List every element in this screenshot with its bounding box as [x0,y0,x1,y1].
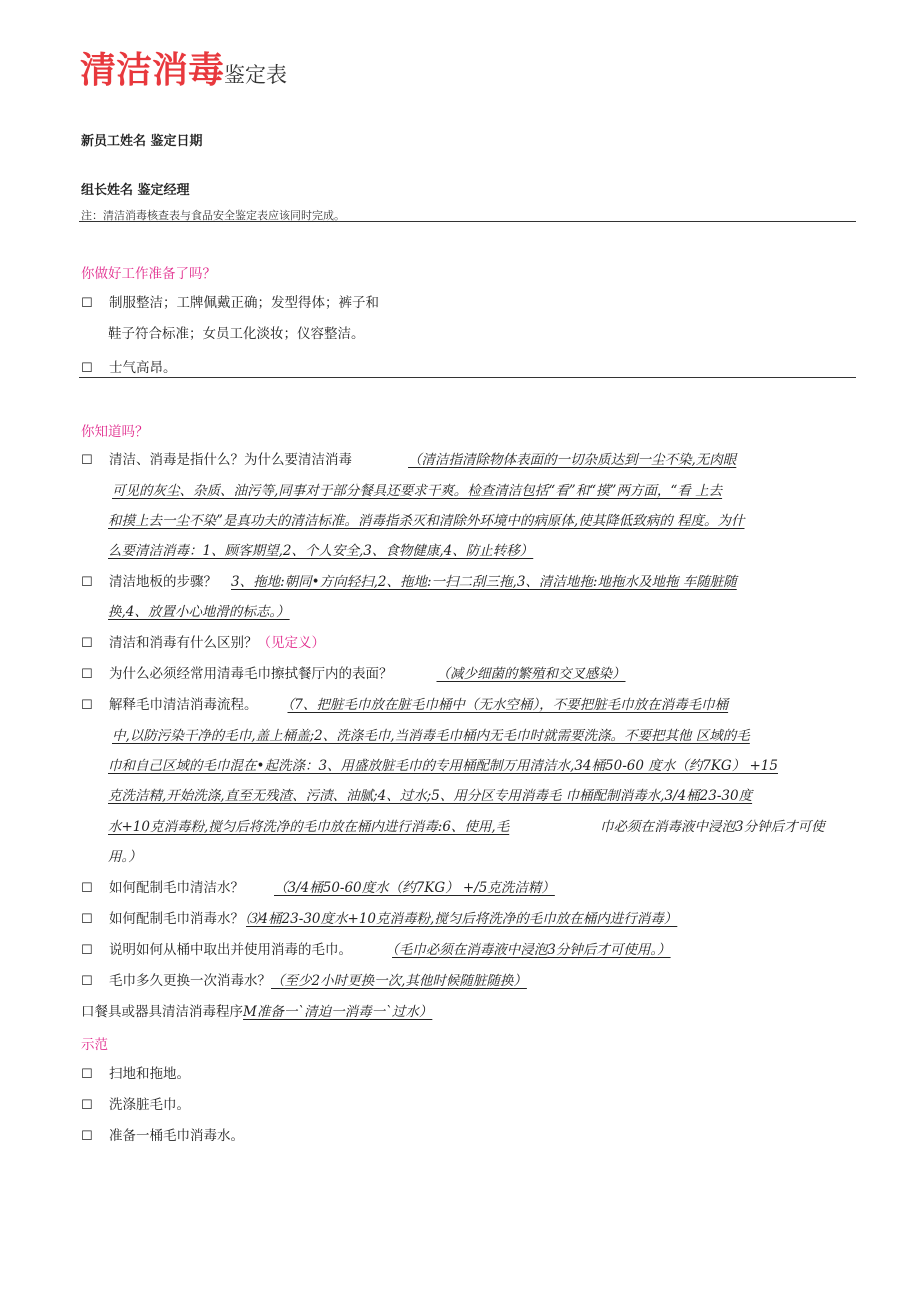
question-item [81,450,736,471]
checkbox-icon[interactable]: ☐ [81,1067,93,1082]
question-text: 毛巾多久更换一次消毒水？ [109,973,271,989]
answer-text: 巾和自己区域的毛巾混在•起洗涤：3、用盛放脏毛巾的专用桶配制万用清洁水,34桶50-60 度水（约7KG） +15 [108,758,778,774]
divider [79,221,856,222]
item-text-continued: 鞋子符合标准；女员工化淡妆；仪容整洁。 [108,326,365,342]
question-text: 为什么必须经常用清毒毛巾擦拭餐厅内的表面？ [109,666,393,682]
divider [79,377,856,378]
question-text: 解释毛巾清洁消毒流程。 [109,697,258,713]
question-text: 清洁和消毒有什么区别？ [109,635,258,651]
answer-text: （毛巾必须在消毒液中浸泡3分钟后才可使用。） [392,942,671,958]
page-title [80,42,287,93]
answer-text: （3/4桶50-60度水（约7KG） +/5克洗洁精） [274,880,555,896]
section-heading-knowledge: 你知道吗？ [81,424,149,440]
checkbox-icon[interactable]: ☐ [81,1129,93,1144]
checkbox-icon[interactable]: ☐ [81,636,93,651]
checkbox-icon[interactable]: ☐ [81,974,93,989]
section-heading-demonstration: 示范 [81,1037,108,1053]
checkbox-icon[interactable]: ☐ [81,1098,93,1113]
meta-employee-date: 新员工姓名 鉴定日期 [81,134,203,149]
meta-leader-manager: 组长姓名 鉴定经理 [81,183,190,198]
answer-text: 用。） [108,849,142,865]
question-item [81,878,555,899]
question-text: 清洁地板的步骤？ [109,574,217,590]
item-text: 制服整洁；工牌佩戴正确；发型得体；裤子和 [109,295,379,311]
question-item [81,909,677,930]
section-heading-preparation: 你做好工作准备了吗？ [81,266,216,282]
answer-text: 巾必须在消毒液中浸泡3分钟后才可使 [600,819,825,835]
checklist-item [81,293,379,314]
question-text: 如何配制毛巾消毒水？ [109,911,244,927]
answer-text: （清洁指清除物体表面的一切杂质达到一尘不染,无肉眼 [408,452,737,468]
answer-text: 和摸上去一尘不染”是真功夫的清洁标准。消毒指杀灭和清除外环境中的病原体,使其降低致病的 程度。为什 [108,513,745,529]
answer-text: 可见的灰尘、杂质、油污等,同事对于部分餐具还要求干爽。检查清洁包括“看”和“摸”两方面，“看 上去 [112,483,723,499]
answer-text: 水+10克消毒粉,搅匀后将洗净的毛巾放在桶内进行消毒:6、使用,毛 [108,819,510,835]
question-text: 口餐具或器具清洁消毒程序 [81,1004,243,1020]
checkbox-icon[interactable]: ☐ [81,698,93,713]
checkbox-icon[interactable]: ☐ [81,361,93,376]
checkbox-icon[interactable]: ☐ [81,575,93,590]
checklist-item [81,358,177,379]
answer-text: （至少2小时更换一次,其他时候随脏随换） [271,973,527,989]
checkbox-icon[interactable]: ☐ [81,296,93,311]
question-text: 清洁、消毒是指什么？为什么要清洁消毒 [109,452,352,468]
answer-text: 3、拖地:朝同•方向轻扫,2、拖地:一扫二刮三拖,3、清洁地拖:地拖水及地拖 车随脏随 [231,574,737,590]
question-item [81,971,527,992]
checkbox-icon[interactable]: ☐ [81,881,93,896]
title-main: 清洁消毒 [80,50,225,91]
title-sub: 鉴定表 [224,63,288,87]
checklist-item [81,1064,190,1085]
answer-text: （见定义） [257,635,325,651]
checkbox-icon[interactable]: ☐ [81,943,93,958]
item-text: 洗涤脏毛巾。 [109,1097,190,1113]
question-item [81,664,626,685]
item-text: 扫地和拖地。 [109,1066,190,1082]
question-item [81,940,671,961]
question-text: 如何配制毛巾清洁水？ [109,880,244,896]
question-item [81,1002,432,1022]
answer-text: 克洗洁精,开始洗涤,直至无残渣、污渍、油腻;4、过水;5、用分区专用消毒毛 巾桶配制消毒水,3/4桶23-30度 [108,788,753,804]
checklist-item [81,1095,190,1116]
question-text: 说明如何从桶中取出并使用消毒的毛巾。 [109,942,352,958]
question-item [81,633,325,654]
checkbox-icon[interactable]: ☐ [81,912,93,927]
checkbox-icon[interactable]: ☐ [81,667,93,682]
checkbox-icon[interactable]: ☐ [81,453,93,468]
answer-text: （7、把脏毛巾放在脏毛巾桶中（无水空桶），不要把脏毛巾放在消毒毛巾桶 [287,697,729,713]
answer-text: 换,4、放置小心地滑的标志。） [108,604,290,620]
note: 注：清洁消毒核查表与食品安全鉴定表应该同时完成。 [81,209,345,222]
checklist-item [81,1126,244,1147]
answer-text: ⑶4桶23-30度水+10克消毒粉,搅匀后将洗净的毛巾放在桶内进行消毒） [246,911,678,927]
answer-text: （减少细菌的繁殖和交叉感染） [436,666,626,682]
question-item [81,695,728,716]
question-item [81,572,737,593]
item-text: 准备一桶毛巾消毒水。 [109,1128,244,1144]
item-text: 士气高昂。 [109,360,177,376]
answer-text: 么要清洁消毒：1、顾客期望,2、个人安全,3、食物健康,4、防止转移） [108,543,534,559]
answer-text: M准备一`清迫一消毒一`过水） [243,1004,433,1020]
answer-text: 中,以防污染干净的毛巾,盖上桶盖;2、洗涤毛巾,当消毒毛巾桶内无毛巾时就需要洗涤。不要把其他 区域的毛 [112,728,750,744]
